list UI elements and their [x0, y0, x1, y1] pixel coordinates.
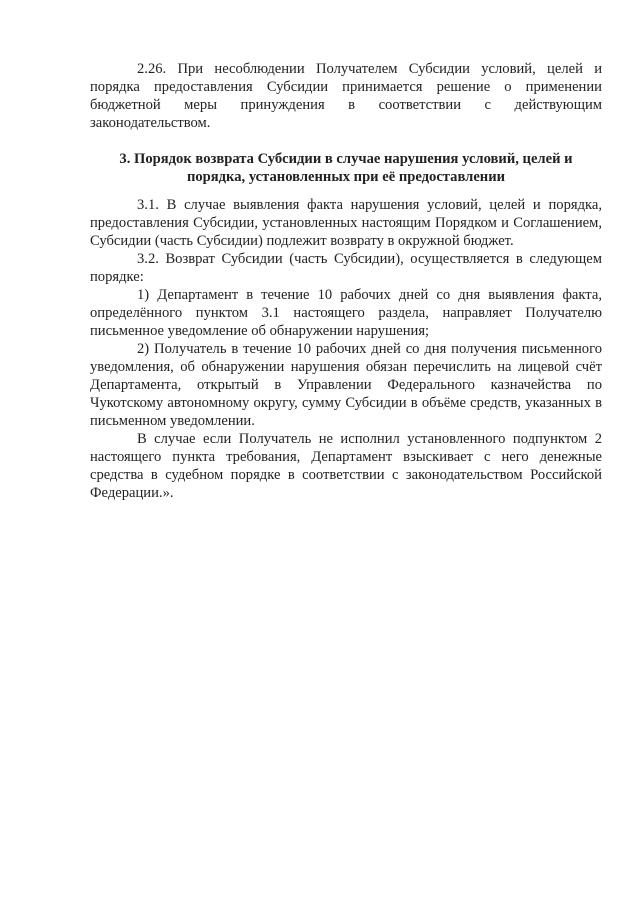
paragraph-3-1: 3.1. В случае выявления факта нарушения условий, целей и порядка, предоставления Субсидии, установленных настоящим Порядком и Соглашением, Субсидии (часть Субсидии) подлежит возврату в окружной бюджет. — [90, 197, 602, 249]
paragraph-final: В случае если Получатель не исполнил установленного подпунктом 2 настоящего пункта требования, Департамент взыскивает с него денежные средства в судебном порядке в соответствии с законодательством Российской Федерации.». — [90, 431, 602, 501]
section-3-heading: 3. Порядок возврата Субсидии в случае нарушения условий, целей и порядка, установленных при её предоставлении — [119, 151, 573, 185]
paragraph-3-2: 3.2. Возврат Субсидии (часть Субсидии), осуществляется в следующем порядке: — [90, 251, 602, 285]
document-page — [90, 60, 602, 502]
paragraph-2-26: 2.26. При несоблюдении Получателем Субсидии условий, целей и порядка предоставления Субсидии принимается решение о применении бюджетной меры принуждения в соответствии с действующим законодательством. — [90, 61, 602, 131]
list-item-2: 2) Получатель в течение 10 рабочих дней со дня получения письменного уведомления, об обнаружении нарушения обязан перечислить на лицевой счёт Департамента, открытый в Управлении Федерального казначейства по Чукотскому автономному округу, сумму Субсидии в объёме средств, указанных в письменном уведомлении. — [90, 341, 602, 429]
list-item-1: 1) Департамент в течение 10 рабочих дней со дня выявления факта, определённого пунктом 3.1 настоящего раздела, направляет Получателю письменное уведомление об обнаружении нарушения; — [90, 287, 602, 339]
